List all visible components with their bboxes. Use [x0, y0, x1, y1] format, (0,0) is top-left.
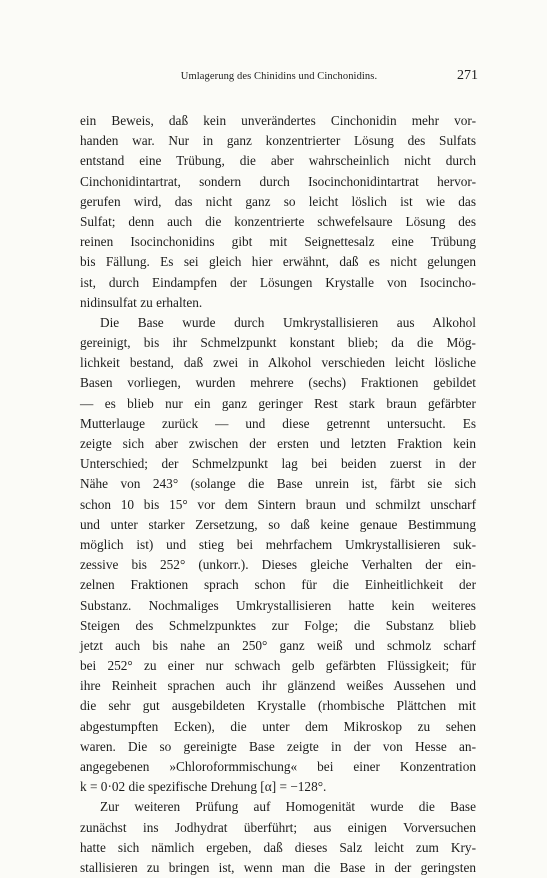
text-line: Sulfat; denn auch die konzentrierte schwefelsaure Lösung des	[80, 213, 476, 229]
text-line: k = 0·02 die spezifische Drehung [α] = −128°.	[80, 779, 327, 795]
text-line: Unterschied; der Schmelzpunkt lag bei beiden zuerst in der	[80, 456, 476, 472]
text-line: lichkeit bestand, daß zwei in Alkohol verschieden leicht lösliche	[80, 355, 476, 371]
text-line: ist, durch Eindampfen der Lösungen Krystalle von Isocincho-	[80, 274, 476, 290]
paragraph-start-line: Zur weiteren Prüfung auf Homogenität wurde die Base	[100, 799, 476, 815]
text-line: — es blieb nur ein ganz geringer Rest stark braun gefärbter	[80, 395, 476, 411]
text-line: waren. Die so gereinigte Base zeigte in der von Hesse an-	[80, 738, 476, 754]
text-line: hatte sich nämlich ergeben, daß dieses Salz leicht zum Kry-	[80, 839, 476, 855]
text-line: die sehr gut ausgebildeten Krystalle (rhombische Plättchen mit	[80, 698, 476, 714]
running-title: Umlagerung des Chinidins und Cinchonidins.	[180, 71, 378, 82]
text-line: Basen vorliegen, wurden mehrere (sechs) Fraktionen gebildet	[80, 375, 476, 391]
text-line: zeigte sich aber zwischen der ersten und letzten Fraktion kein	[80, 436, 476, 451]
text-line: zessive bis 252° (unkorr.). Dieses gleiche Verhalten der ein-	[80, 557, 476, 573]
text-line: zelnen Fraktionen sprach schon für die Einheitlichkeit der	[80, 577, 476, 593]
text-line: reinen Isocinchonidins gibt mit Seignettesalz eine Trübung	[80, 234, 476, 250]
page-number: 271	[457, 68, 478, 83]
text-line: bei 252° zu einer nur schwach gelb gefärbten Flüssigkeit; für	[80, 658, 476, 674]
text-line: handen war. Nur in ganz konzentrierter Lösung des Sulfats	[80, 133, 476, 149]
text-line: Mutterlauge zurück — und diese getrennt untersucht. Es	[80, 415, 476, 431]
text-line: möglich ist) und stieg bei mehrfachem Umkrystallisieren suk-	[80, 536, 476, 552]
text-line: schon 10 bis 15° vor dem Sintern braun und schmilzt unscharf	[80, 496, 476, 512]
text-line: abgestumpften Ecken), die unter dem Mikroskop zu sehen	[80, 718, 476, 734]
text-line: gereinigt, bis ihr Schmelzpunkt konstant blieb; da die Mög-	[80, 335, 476, 351]
text-line: entstand eine Trübung, die aber wahrscheinlich nicht durch	[80, 153, 476, 169]
text-line: bis Fällung. Es sei gleich hier erwähnt, daß es nicht gelungen	[80, 254, 476, 270]
text-line: jetzt auch bis nahe an 250° ganz weiß und schmolz scharf	[80, 637, 476, 653]
running-head	[80, 70, 478, 88]
text-line: ihre Reinheit sprachen auch ihr glänzend weißes Aussehen und	[80, 678, 476, 694]
text-line: Nähe von 243° (solange die Base unrein ist, färbt sie sich	[80, 476, 476, 492]
text-line: Cinchonidintartrat, sondern durch Isocinchonidintartrat hervor-	[80, 173, 476, 189]
text-line: zunächst ins Jodhydrat überführt; aus einigen Vorversuchen	[80, 819, 476, 835]
text-line: angegebenen »Chloroformmischung« bei einer Konzentration	[80, 759, 476, 774]
text-line: und unter starker Zersetzung, so daß keine genaue Bestimmung	[80, 516, 476, 532]
text-line: stallisieren zu bringen ist, wenn man die Base in der geringsten	[80, 859, 476, 875]
paragraph-start-line: Die Base wurde durch Umkrystallisieren aus Alkohol	[100, 314, 476, 330]
text-line: Steigen des Schmelzpunktes zur Folge; die Substanz blieb	[80, 617, 476, 633]
text-line: nidinsulfat zu erhalten.	[80, 294, 203, 310]
text-line: Substanz. Nochmaliges Umkrystallisieren hatte kein weiteres	[80, 597, 476, 613]
text-line: gerufen wird, das nicht ganz so leicht löslich ist wie das	[80, 193, 476, 209]
text-line: ein Beweis, daß kein unverändertes Cinchonidin mehr vor-	[80, 113, 476, 128]
body-text	[80, 111, 476, 878]
